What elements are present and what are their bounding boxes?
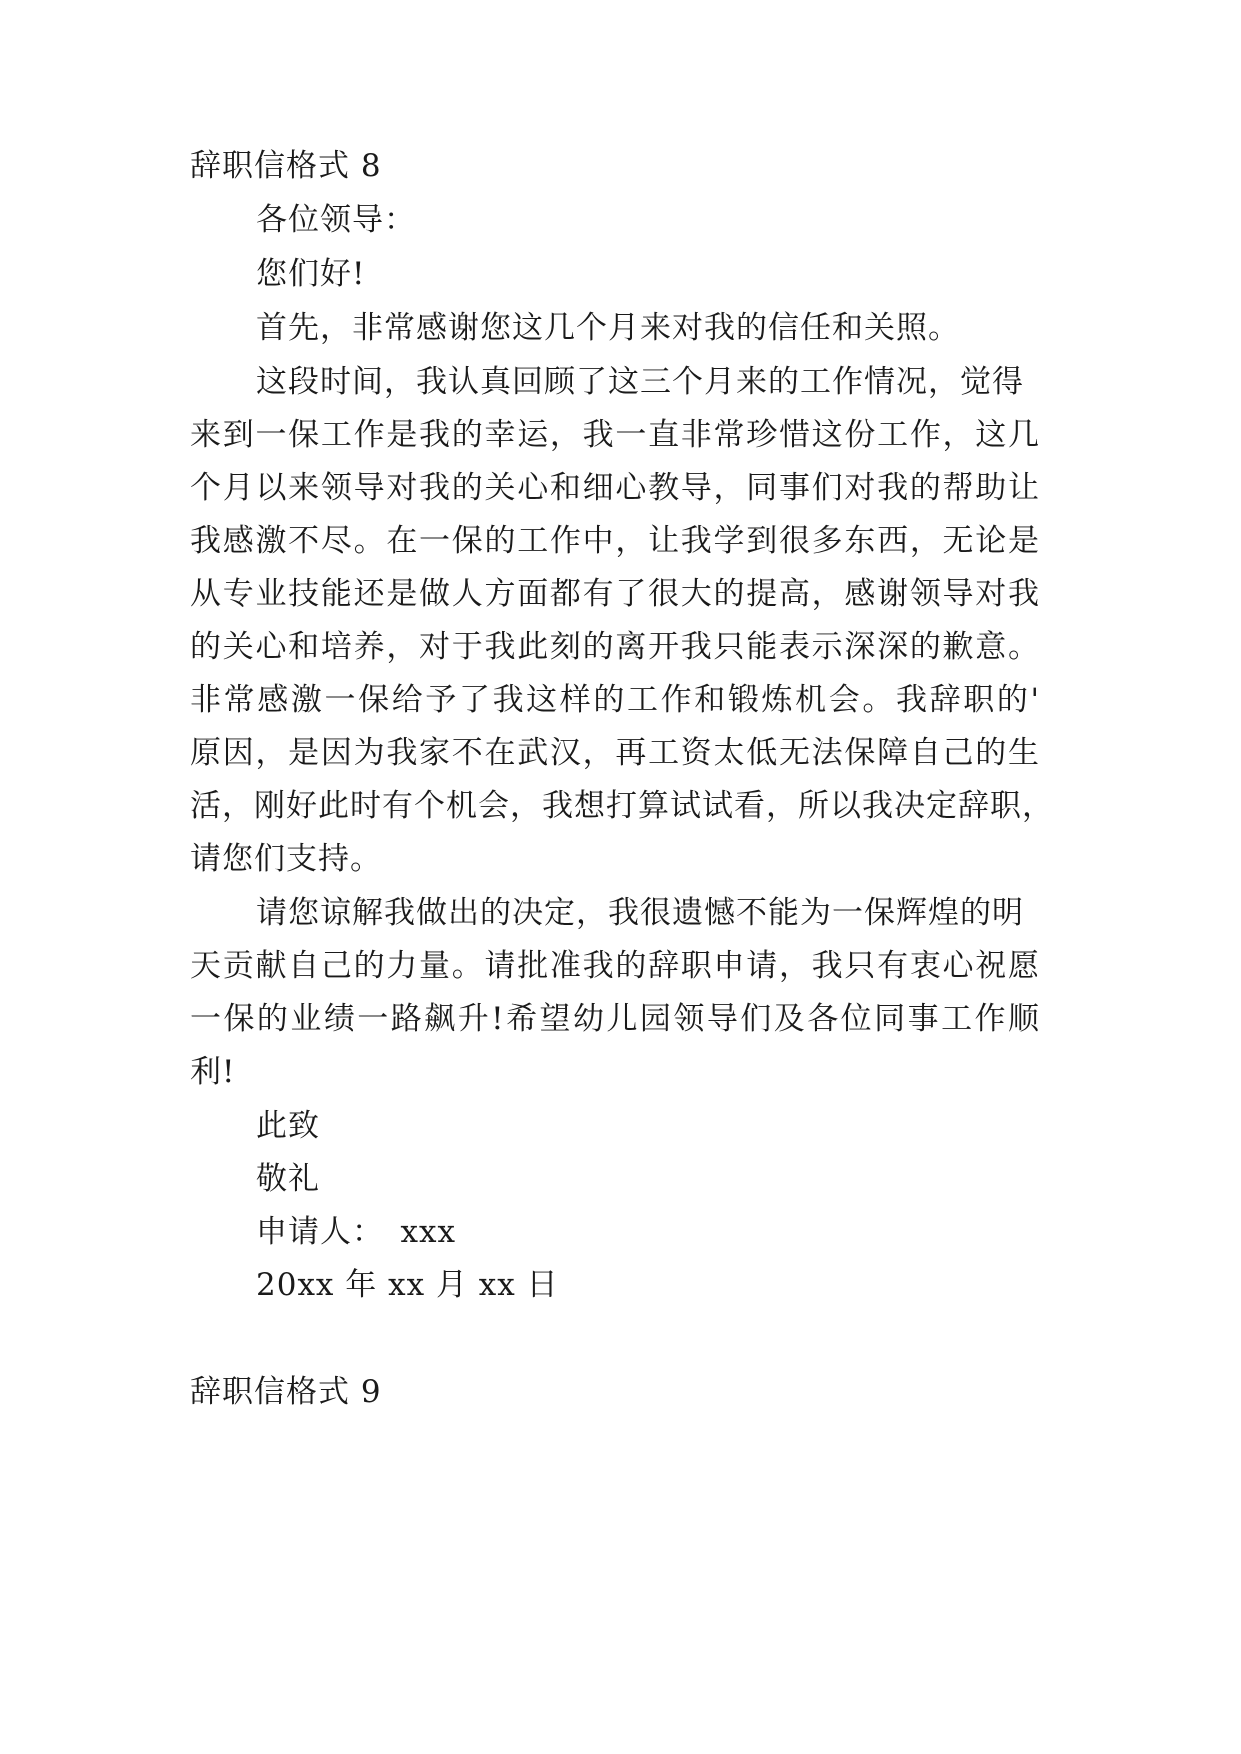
paragraph-review-line: 的关心和培养，对于我此刻的离开我只能表示深深的歉意。 [190,629,1040,665]
paragraph-apology-line: 天贡献自己的力量。请批准我的辞职申请，我只有衷心祝愿 [190,948,1040,984]
greeting: 您们好! [256,256,366,292]
paragraph-review-line: 非常感激一保给予了我这样的工作和锻炼机会。我辞职的' [190,682,1040,718]
salutation: 各位领导： [256,202,416,238]
paragraph-review-line: 原因，是因为我家不在武汉，再工资太低无法保障自己的生 [190,735,1040,771]
closing-regards: 此致 [256,1108,320,1144]
applicant-signature: 申请人： xxx [256,1214,456,1250]
paragraph-review-first-line: 这段时间，我认真回顾了这三个月来的工作情况，觉得 [256,364,1024,400]
paragraph-review-line: 我感激不尽。在一保的工作中，让我学到很多东西，无论是 [190,523,1040,559]
paragraph-review-line: 来到一保工作是我的幸运，我一直非常珍惜这份工作，这几 [190,417,1040,453]
closing-salute: 敬礼 [256,1161,320,1197]
letter-date: 20xx 年 xx 月 xx 日 [256,1267,559,1303]
section-title-8: 辞职信格式 8 [190,148,382,184]
paragraph-apology-line: 一保的业绩一路飙升!希望幼儿园领导们及各位同事工作顺 [190,1001,1040,1037]
paragraph-apology-first-line: 请您谅解我做出的决定，我很遗憾不能为一保辉煌的明 [256,895,1024,931]
paragraph-review-last-line: 请您们支持。 [190,841,382,877]
paragraph-review-line: 从专业技能还是做人方面都有了很大的提高，感谢领导对我 [190,576,1040,612]
section-title-9: 辞职信格式 9 [190,1374,382,1410]
paragraph-review-line: 活，刚好此时有个机会，我想打算试试看，所以我决定辞职， [190,788,1054,824]
paragraph-apology-last-line: 利! [190,1054,236,1090]
paragraph-thanks: 首先，非常感谢您这几个月来对我的信任和关照。 [256,310,960,346]
paragraph-review-line: 个月以来领导对我的关心和细心教导，同事们对我的帮助让 [190,470,1040,506]
